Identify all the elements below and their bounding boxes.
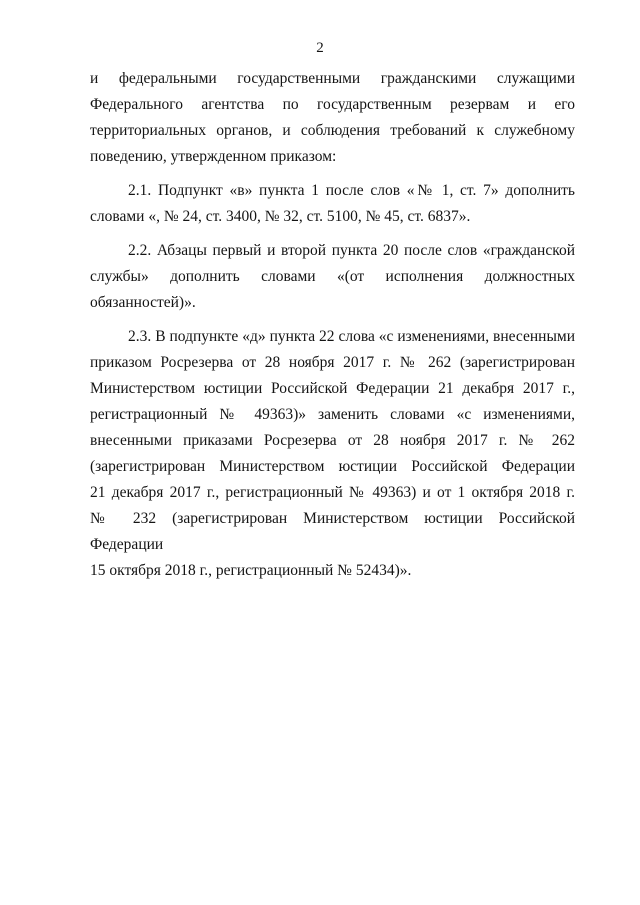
text-line: и федеральными государственными гражданскими служащими [90, 70, 575, 87]
text-line: (зарегистрирован Министерством юстиции Российской Федерации [90, 458, 575, 475]
text-line: 2.3. В подпункте «д» пункта 22 слова «с изменениями, внесенными [128, 328, 575, 345]
paragraph-2-3 [90, 324, 575, 584]
text-line: приказом Росрезерва от 28 ноября 2017 г. № 262 (зарегистрирован [90, 354, 575, 371]
text-line: обязанностей)». [90, 294, 196, 311]
text-line: Министерством юстиции Российской Федерации 21 декабря 2017 г., [90, 380, 575, 397]
text-line: 21 декабря 2017 г., регистрационный № 49363) и от 1 октября 2018 г. [90, 484, 575, 501]
document-body [90, 66, 575, 592]
text-line: службы» дополнить словами «(от исполнения должностных [90, 268, 575, 285]
text-line: 2.2. Абзацы первый и второй пункта 20 после слов «гражданской [128, 242, 575, 259]
text-line: 15 октября 2018 г., регистрационный № 52434)». [90, 562, 412, 579]
text-line: внесенными приказами Росрезерва от 28 ноября 2017 г. № 262 [90, 432, 575, 449]
text-line: словами «, № 24, ст. 3400, № 32, ст. 5100, № 45, ст. 6837». [90, 208, 471, 225]
text-line: территориальных органов, и соблюдения требований к служебному [90, 122, 575, 139]
text-line: поведению, утвержденном приказом: [90, 148, 337, 165]
page-number: 2 [316, 40, 324, 56]
text-line: Федерального агентства по государственным резервам и его [90, 96, 575, 113]
text-line: № 232 (зарегистрирован Министерством юстиции Российской Федерации [90, 510, 575, 553]
text-line: регистрационный № 49363)» заменить словами «с изменениями, [90, 406, 575, 423]
paragraph-intro [90, 66, 575, 170]
paragraph-2-1 [90, 178, 575, 230]
paragraph-2-2 [90, 238, 575, 316]
text-line: 2.1. Подпункт «в» пункта 1 после слов «№ 1, ст. 7» дополнить [128, 182, 575, 199]
